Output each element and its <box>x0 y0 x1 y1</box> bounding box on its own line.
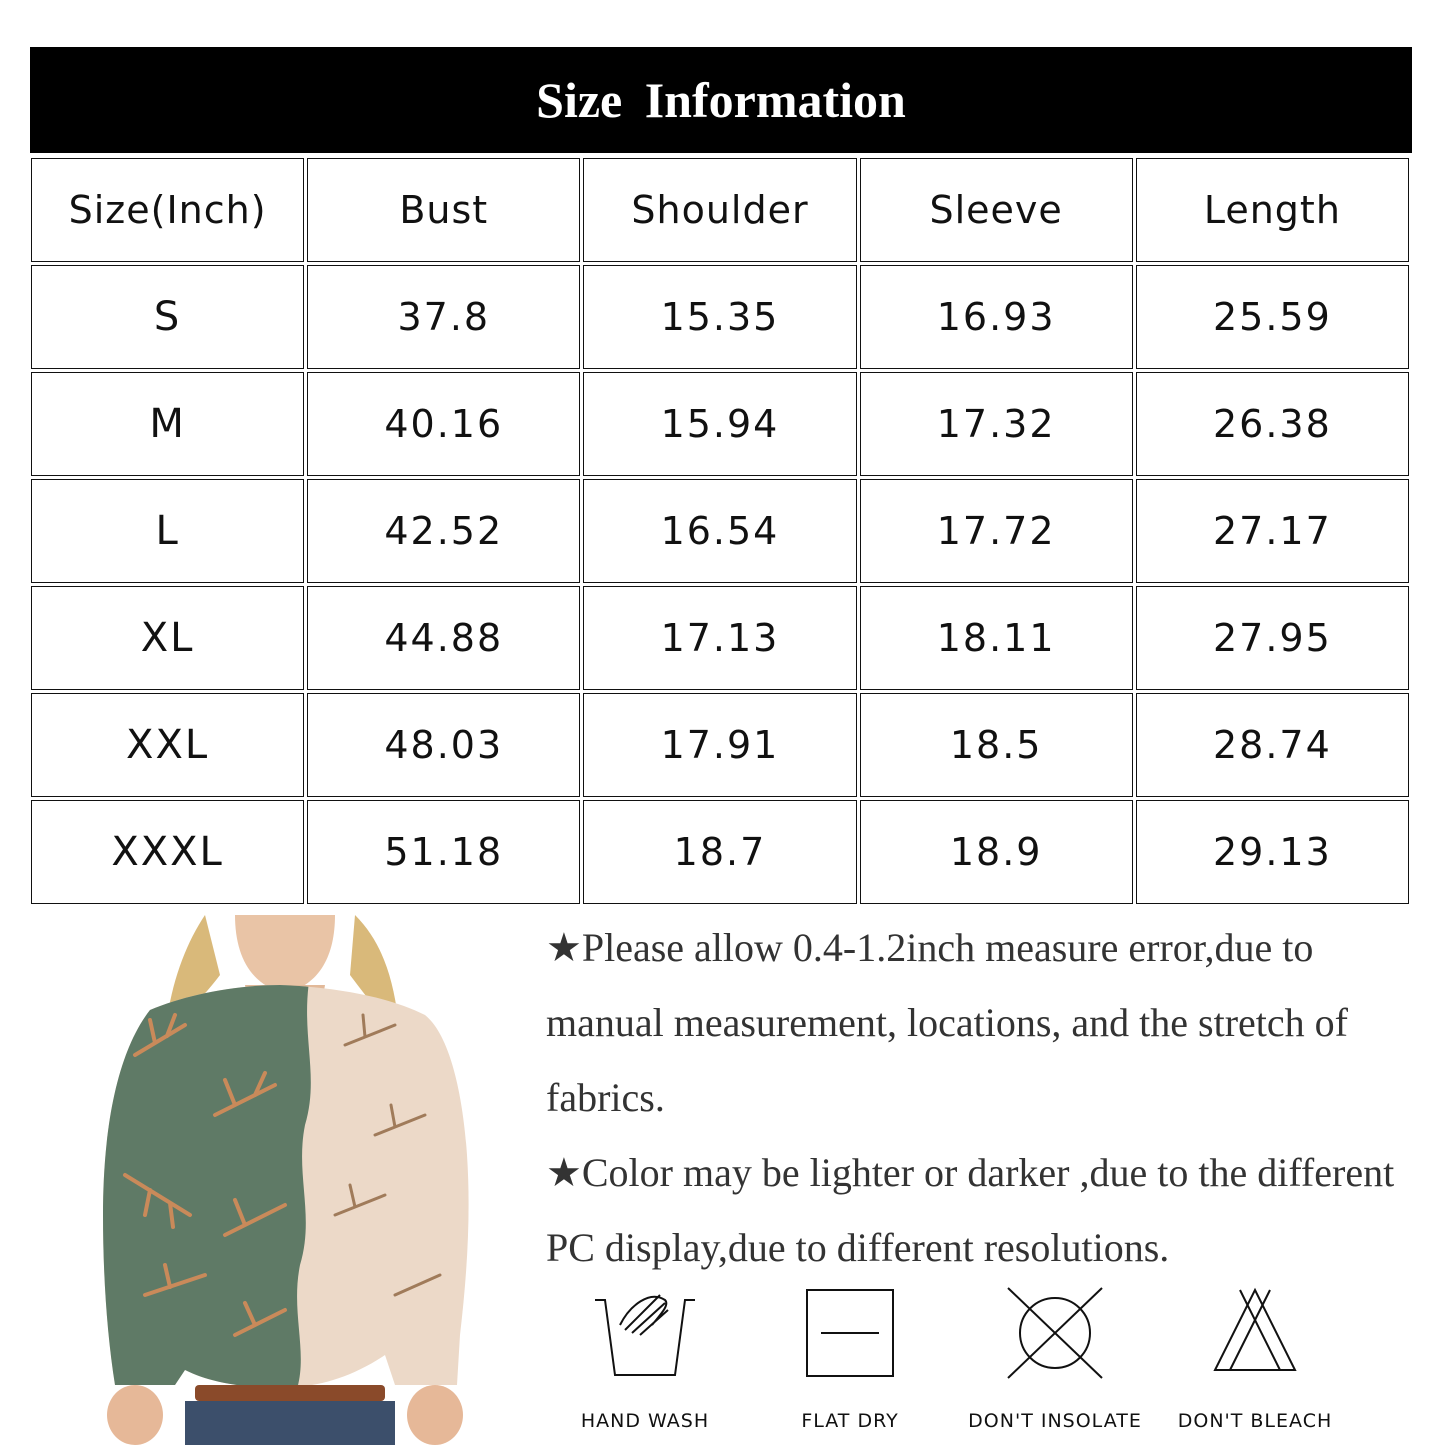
sleeve-cell: 16.93 <box>860 265 1133 369</box>
length-cell: 27.95 <box>1136 586 1409 690</box>
size-table <box>28 155 1412 907</box>
length-cell: 27.17 <box>1136 479 1409 583</box>
shoulder-cell: 15.35 <box>583 265 856 369</box>
header-bust: Bust <box>307 158 580 262</box>
sleeve-cell: 17.32 <box>860 372 1133 476</box>
care-dont-insolate <box>955 1285 1155 1432</box>
shoulder-cell: 16.54 <box>583 479 856 583</box>
shoulder-cell: 18.7 <box>583 800 856 904</box>
length-cell: 28.74 <box>1136 693 1409 797</box>
size-cell: XXXL <box>31 800 304 904</box>
sleeve-cell: 18.5 <box>860 693 1133 797</box>
bust-cell: 44.88 <box>307 586 580 690</box>
header-sleeve: Sleeve <box>860 158 1133 262</box>
measurement-note: ★Please allow 0.4-1.2inch measure error,due to manual measurement, locations, and the stretch of fabrics. <box>546 925 1348 1120</box>
care-hand-wash <box>545 1285 745 1432</box>
header-size: Size(Inch) <box>31 158 304 262</box>
table-header-row <box>31 158 1409 262</box>
table-row <box>31 372 1409 476</box>
length-cell: 26.38 <box>1136 372 1409 476</box>
size-cell: M <box>31 372 304 476</box>
length-cell: 29.13 <box>1136 800 1409 904</box>
header-shoulder: Shoulder <box>583 158 856 262</box>
care-label: FLAT DRY <box>801 1410 899 1432</box>
care-label: DON'T INSOLATE <box>968 1410 1142 1432</box>
shoulder-cell: 17.91 <box>583 693 856 797</box>
dont-insolate-icon <box>1000 1285 1110 1385</box>
bust-cell: 37.8 <box>307 265 580 369</box>
size-cell: XL <box>31 586 304 690</box>
care-dont-bleach <box>1155 1285 1355 1432</box>
header-length: Length <box>1136 158 1409 262</box>
length-cell: 25.59 <box>1136 265 1409 369</box>
flat-dry-icon <box>795 1285 905 1385</box>
shoulder-cell: 17.13 <box>583 586 856 690</box>
size-cell: XXL <box>31 693 304 797</box>
hand-wash-icon <box>590 1285 700 1385</box>
care-label: HAND WASH <box>580 1410 710 1432</box>
sleeve-cell: 18.11 <box>860 586 1133 690</box>
bust-cell: 48.03 <box>307 693 580 797</box>
dont-bleach-icon <box>1200 1285 1310 1385</box>
table-row <box>31 586 1409 690</box>
care-label: DON'T BLEACH <box>1177 1410 1333 1432</box>
sleeve-cell: 18.9 <box>860 800 1133 904</box>
bust-cell: 40.16 <box>307 372 580 476</box>
size-cell: S <box>31 265 304 369</box>
bust-cell: 51.18 <box>307 800 580 904</box>
table-row <box>31 479 1409 583</box>
notes-section <box>546 910 1426 1285</box>
color-note: ★Color may be lighter or darker ,due to the different PC display,due to different resolutions. <box>546 1150 1395 1270</box>
size-cell: L <box>31 479 304 583</box>
table-row <box>31 265 1409 369</box>
bust-cell: 42.52 <box>307 479 580 583</box>
sleeve-cell: 17.72 <box>860 479 1133 583</box>
shoulder-cell: 15.94 <box>583 372 856 476</box>
care-flat-dry <box>750 1285 950 1432</box>
size-information-title: Size Information <box>30 47 1412 153</box>
table-row <box>31 693 1409 797</box>
table-row <box>31 800 1409 904</box>
model-photo <box>95 915 475 1445</box>
